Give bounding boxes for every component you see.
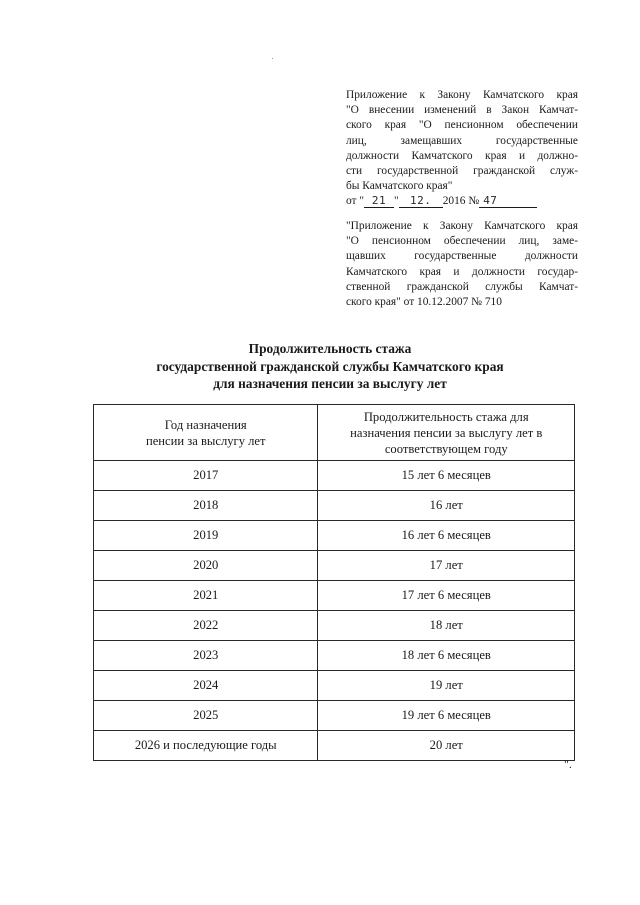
appendix-line: должности Камчатского края и должно-: [346, 149, 578, 162]
appendix-line: Приложение к Закону Камчатского края: [346, 89, 578, 101]
cell-duration: 15 лет 6 месяцев: [318, 461, 575, 491]
date-day-sep: ": [394, 195, 399, 208]
table-row: [94, 581, 575, 611]
appendix-line: бы Камчатского края": [346, 180, 453, 193]
title-line: для назначения пенсии за выслугу лет: [213, 376, 447, 391]
table-row: [94, 671, 575, 701]
appendix-line: ственной гражданской службы Камчат-: [346, 280, 578, 293]
cell-duration: 20 лет: [318, 731, 575, 761]
table-row: [94, 611, 575, 641]
appendix-line: сти государственной гражданской служ-: [346, 165, 578, 178]
appendix-line: лиц, замещавших государственные: [346, 134, 578, 147]
appendix-line: "Приложение к Закону Камчатского края: [346, 220, 578, 232]
document-title: [90, 340, 570, 393]
table-row: [94, 461, 575, 491]
cell-duration: 17 лет 6 месяцев: [318, 581, 575, 611]
cell-year: 2023: [94, 641, 318, 671]
cell-year: 2017: [94, 461, 318, 491]
law-date-line: [346, 194, 578, 209]
cell-duration: 19 лет: [318, 671, 575, 701]
cell-year: 2021: [94, 581, 318, 611]
table-row: [94, 701, 575, 731]
table-row: [94, 551, 575, 581]
cell-year: 2020: [94, 551, 318, 581]
cell-duration: 17 лет: [318, 551, 575, 581]
table-row: [94, 491, 575, 521]
cell-year: 2018: [94, 491, 318, 521]
appendix-line: "О пенсионном обеспечении лиц, заме-: [346, 235, 578, 248]
closing-quote: ".: [564, 757, 572, 771]
appendix-line: ского края" от 10.12.2007 № 710: [346, 296, 502, 309]
cell-duration: 18 лет 6 месяцев: [318, 641, 575, 671]
appendix-line: щавших государственные должности: [346, 250, 578, 263]
appendix-line: ского края "О пенсионном обеспечении: [346, 119, 578, 132]
cell-year: 2022: [94, 611, 318, 641]
cell-duration: 18 лет: [318, 611, 575, 641]
table-row: [94, 521, 575, 551]
table-row: [94, 641, 575, 671]
appendix-line: Камчатского края и должности государ-: [346, 265, 578, 278]
cell-year: 2026 и последующие годы: [94, 731, 318, 761]
appendix-amendment-note: [346, 88, 578, 210]
cell-duration: 19 лет 6 месяцев: [318, 701, 575, 731]
cell-year: 2024: [94, 671, 318, 701]
title-line: государственной гражданской службы Камчатского края: [156, 358, 504, 374]
appendix-original-law-note: [346, 219, 578, 310]
date-month-handwritten: 12.: [399, 194, 443, 208]
table-header-row: [94, 405, 575, 461]
table-row: [94, 731, 575, 761]
cell-duration: 16 лет: [318, 491, 575, 521]
law-number-handwritten: 47: [479, 194, 537, 208]
scan-speck: [272, 58, 273, 59]
date-year: 2016 №: [442, 195, 480, 208]
cell-duration: 16 лет 6 месяцев: [318, 521, 575, 551]
appendix-line: "О внесении изменений в Закон Камчат-: [346, 104, 578, 117]
title-line: Продолжительность стажа: [248, 341, 412, 356]
header-duration: Продолжительность стажа для назначения пенсии за выслугу лет в соответствующем году: [318, 405, 575, 461]
cell-year: 2019: [94, 521, 318, 551]
service-length-table: [93, 404, 575, 761]
cell-year: 2025: [94, 701, 318, 731]
header-year: Год назначения пенсии за выслугу лет: [94, 405, 318, 461]
date-prefix: от ": [346, 195, 365, 208]
date-day-handwritten: 21: [364, 194, 394, 208]
